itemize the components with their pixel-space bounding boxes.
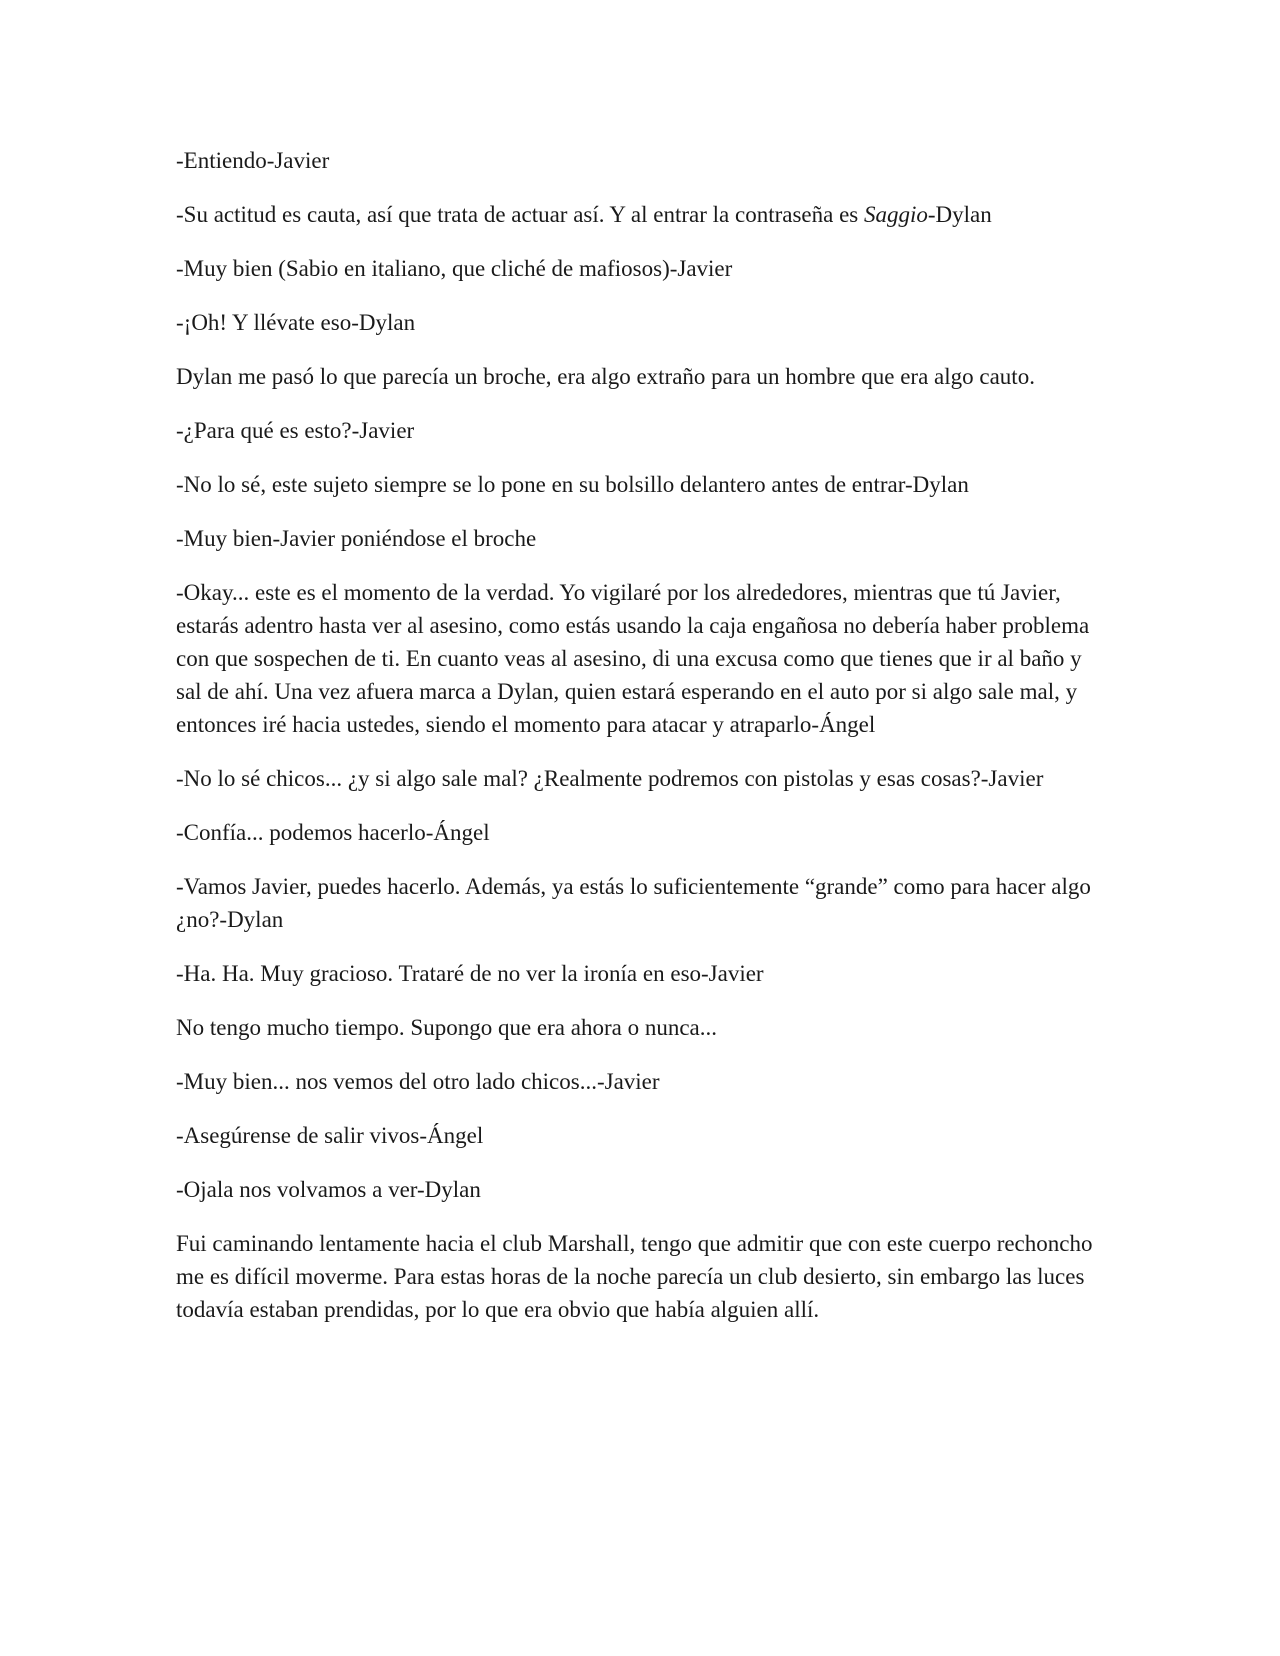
- document-body: [176, 144, 1106, 1326]
- paragraph-text: -Su actitud es cauta, así que trata de actuar así. Y al entrar la contraseña es: [176, 202, 864, 227]
- paragraph: -Confía... podemos hacerlo-Ángel: [176, 820, 490, 845]
- paragraph: -Ojala nos volvamos a ver-Dylan: [176, 1177, 481, 1202]
- paragraph: No tengo mucho tiempo. Supongo que era ahora o nunca...: [176, 1015, 718, 1040]
- paragraph: Dylan me pasó lo que parecía un broche, era algo extraño para un hombre que era algo cauto.: [176, 364, 1035, 389]
- paragraph: -Entiendo-Javier: [176, 148, 330, 173]
- paragraph-text: -Dylan: [927, 202, 992, 227]
- paragraph: -Ha. Ha. Muy gracioso. Trataré de no ver la ironía en eso-Javier: [176, 961, 764, 986]
- italic-password: Saggio: [863, 202, 928, 227]
- paragraph: -Vamos Javier, puedes hacerlo. Además, ya estás lo suficientemente “grande” como para hacer algo ¿no?-Dylan: [176, 874, 1091, 932]
- paragraph: -Muy bien... nos vemos del otro lado chicos...-Javier: [176, 1069, 660, 1094]
- paragraph: -No lo sé chicos... ¿y si algo sale mal? ¿Realmente podremos con pistolas y esas cosas?-Javier: [176, 766, 1044, 791]
- paragraph: Fui caminando lentamente hacia el club Marshall, tengo que admitir que con este cuerpo rechoncho me es difícil moverme. Para estas horas de la noche parecía un club desierto, sin embargo las luces todavía estaban prendidas, por lo que era obvio que había alguien allí.: [176, 1231, 1093, 1322]
- paragraph: -Okay... este es el momento de la verdad. Yo vigilaré por los alrededores, mientras que tú Javier, estarás adentro hasta ver al asesino, como estás usando la caja engañosa no debería haber problema con que sospechen de ti. En cuanto veas al asesino, di una excusa como que tienes que ir al baño y sal de ahí. Una vez afuera marca a Dylan, quien estará esperando en el auto por si algo sale mal, y entonces iré hacia ustedes, siendo el momento para atacar y atraparlo-Ángel: [176, 580, 1090, 737]
- paragraph: -No lo sé, este sujeto siempre se lo pone en su bolsillo delantero antes de entrar-Dylan: [176, 472, 969, 497]
- paragraph: -¡Oh! Y llévate eso-Dylan: [176, 310, 416, 335]
- paragraph: [176, 198, 1106, 231]
- paragraph: -¿Para qué es esto?-Javier: [176, 418, 415, 443]
- paragraph: -Muy bien-Javier poniéndose el broche: [176, 526, 537, 551]
- paragraph: -Asegúrense de salir vivos-Ángel: [176, 1123, 484, 1148]
- paragraph: -Muy bien (Sabio en italiano, que cliché de mafiosos)-Javier: [176, 256, 733, 281]
